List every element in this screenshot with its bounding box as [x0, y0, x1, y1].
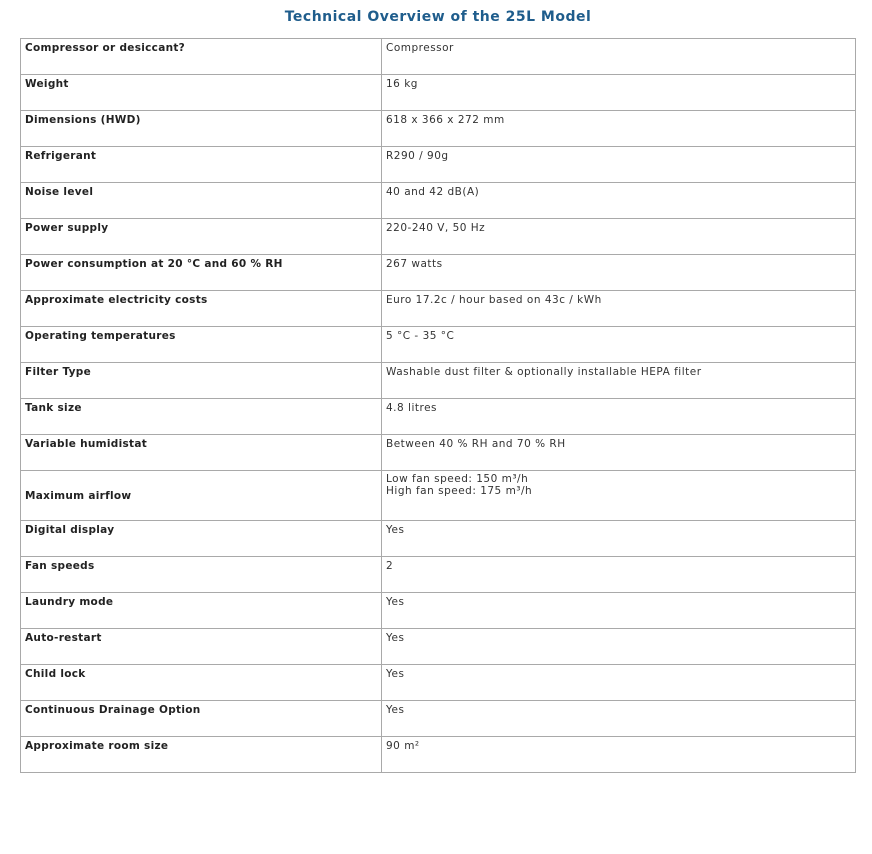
table-row	[21, 471, 856, 521]
row-value: Euro 17.2c / hour based on 43c / kWh	[382, 291, 856, 327]
row-label: Fan speeds	[21, 557, 382, 593]
row-label: Power supply	[21, 219, 382, 255]
row-value: 16 kg	[382, 75, 856, 111]
table-row	[21, 737, 856, 773]
row-value: 40 and 42 dB(A)	[382, 183, 856, 219]
row-value: 267 watts	[382, 255, 856, 291]
row-label: Refrigerant	[21, 147, 382, 183]
row-label: Laundry mode	[21, 593, 382, 629]
table-row	[21, 219, 856, 255]
row-label: Approximate room size	[21, 737, 382, 773]
row-value: 4.8 litres	[382, 399, 856, 435]
row-value: Yes	[382, 665, 856, 701]
row-label: Compressor or desiccant?	[21, 39, 382, 75]
table-row	[21, 701, 856, 737]
row-label: Tank size	[21, 399, 382, 435]
row-value: Yes	[382, 629, 856, 665]
row-label: Power consumption at 20 °C and 60 % RH	[21, 255, 382, 291]
table-row	[21, 593, 856, 629]
row-label: Auto-restart	[21, 629, 382, 665]
airflow-low: Low fan speed: 150 m³/h	[386, 473, 529, 485]
row-label: Variable humidistat	[21, 435, 382, 471]
table-row	[21, 521, 856, 557]
row-label: Dimensions (HWD)	[21, 111, 382, 147]
spec-table	[20, 38, 856, 773]
table-row	[21, 291, 856, 327]
row-label: Noise level	[21, 183, 382, 219]
row-value: Yes	[382, 521, 856, 557]
row-label: Filter Type	[21, 363, 382, 399]
airflow-high: High fan speed: 175 m³/h	[386, 485, 533, 497]
row-value: 2	[382, 557, 856, 593]
row-value: R290 / 90g	[382, 147, 856, 183]
row-value: 5 °C - 35 °C	[382, 327, 856, 363]
row-value: Between 40 % RH and 70 % RH	[382, 435, 856, 471]
row-value: 618 x 366 x 272 mm	[382, 111, 856, 147]
page-title: Technical Overview of the 25L Model	[284, 9, 592, 25]
row-label: Approximate electricity costs	[21, 291, 382, 327]
row-value: 90 m²	[382, 737, 856, 773]
row-value	[382, 471, 856, 521]
table-row	[21, 39, 856, 75]
row-label: Weight	[21, 75, 382, 111]
row-value: 220-240 V, 50 Hz	[382, 219, 856, 255]
row-value: Yes	[382, 593, 856, 629]
row-label: Continuous Drainage Option	[21, 701, 382, 737]
table-row	[21, 557, 856, 593]
table-row	[21, 183, 856, 219]
row-label: Child lock	[21, 665, 382, 701]
table-row	[21, 363, 856, 399]
row-label: Operating temperatures	[21, 327, 382, 363]
table-row	[21, 399, 856, 435]
table-row	[21, 147, 856, 183]
row-value: Washable dust filter & optionally installable HEPA filter	[382, 363, 856, 399]
table-row	[21, 665, 856, 701]
table-row	[21, 435, 856, 471]
row-label: Maximum airflow	[21, 471, 382, 521]
row-value: Yes	[382, 701, 856, 737]
table-row	[21, 629, 856, 665]
table-row	[21, 111, 856, 147]
table-row	[21, 327, 856, 363]
table-row	[21, 255, 856, 291]
row-value: Compressor	[382, 39, 856, 75]
table-row	[21, 75, 856, 111]
row-label: Digital display	[21, 521, 382, 557]
